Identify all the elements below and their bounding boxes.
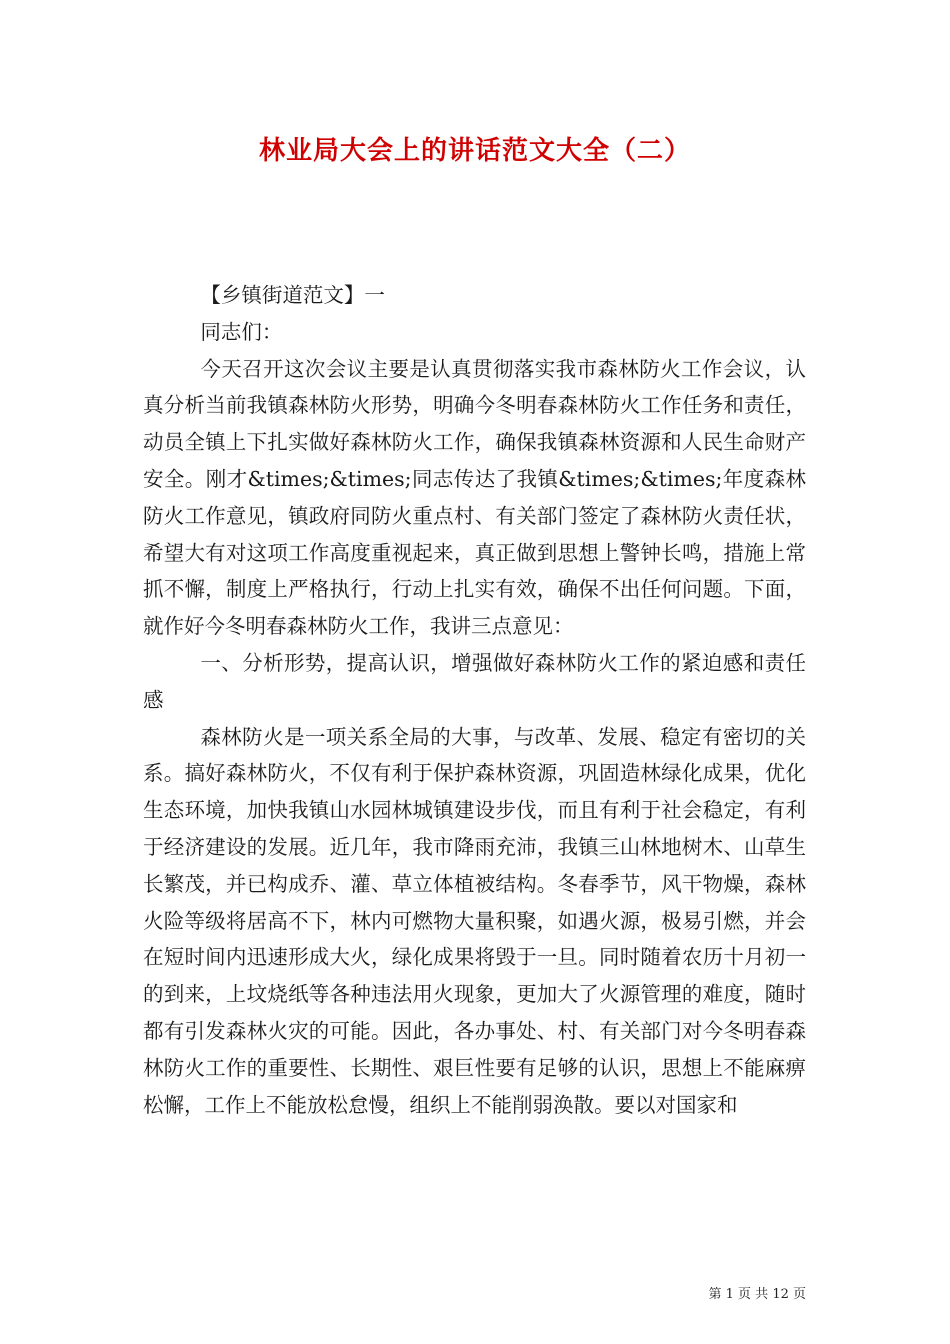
page-number-footer: 第 1 页 共 12 页 (708, 1287, 806, 1302)
paragraph-section-body: 森林防火是一项关系全局的大事，与改革、发展、稳定有密切的关系。搞好森林防火，不仅有利于保护森林资源，巩固造林绿化成果，优化生态环境，加快我镇山水园林城镇建设步伐，而且有利于社会稳定，有利于经济建设的发展。近几年，我市降雨充沛，我镇三山林地树木、山草生长繁茂，并已构成乔、灌、草立体植被结构。冬春季节，风干物燥，森林火险等级将居高不下，林内可燃物大量积聚，如遇火源，极易引燃，并会在短时间内迅速形成大火，绿化成果将毁于一旦。同时随着农历十月初一的到来，上坟烧纸等各种违法用火现象，更加大了火源管理的难度，随时都有引发森林火灾的可能。因此，各办事处、村、有关部门对今冬明春森林防火工作的重要性、长期性、艰巨性要有足够的认识，思想上不能麻痹松懈，工作上不能放松怠慢，组织上不能削弱涣散。要以对国家和 (143, 724, 806, 1117)
paragraph-salutation: 同志们： (200, 319, 283, 344)
document-body (143, 277, 806, 1123)
paragraph-heading: 【乡镇街道范文】一 (200, 283, 385, 307)
paragraph-intro: 今天召开这次会议主要是认真贯彻落实我市森林防火工作会议，认真分析当前我镇森林防火形势，明确今冬明春森林防火工作任务和责任，动员全镇上下扎实做好森林防火工作，确保我镇森林资源和人民生命财产安全。刚才&times;&times;同志传达了我镇&times;&times;年度森林防火工作意见，镇政府同防火重点村、有关部门签定了森林防火责任状，希望大有对这项工作高度重视起来，真正做到思想上警钟长鸣，措施上常抓不懈，制度上严格执行，行动上扎实有效，确保不出任何问题。下面，就作好今冬明春森林防火工作，我讲三点意见： (143, 356, 806, 639)
paragraph-section-heading: 一、分析形势，提高认识，增强做好森林防火工作的紧迫感和责任感 (143, 650, 806, 712)
document-title: 林业局大会上的讲话范文大全（二） (258, 136, 691, 166)
